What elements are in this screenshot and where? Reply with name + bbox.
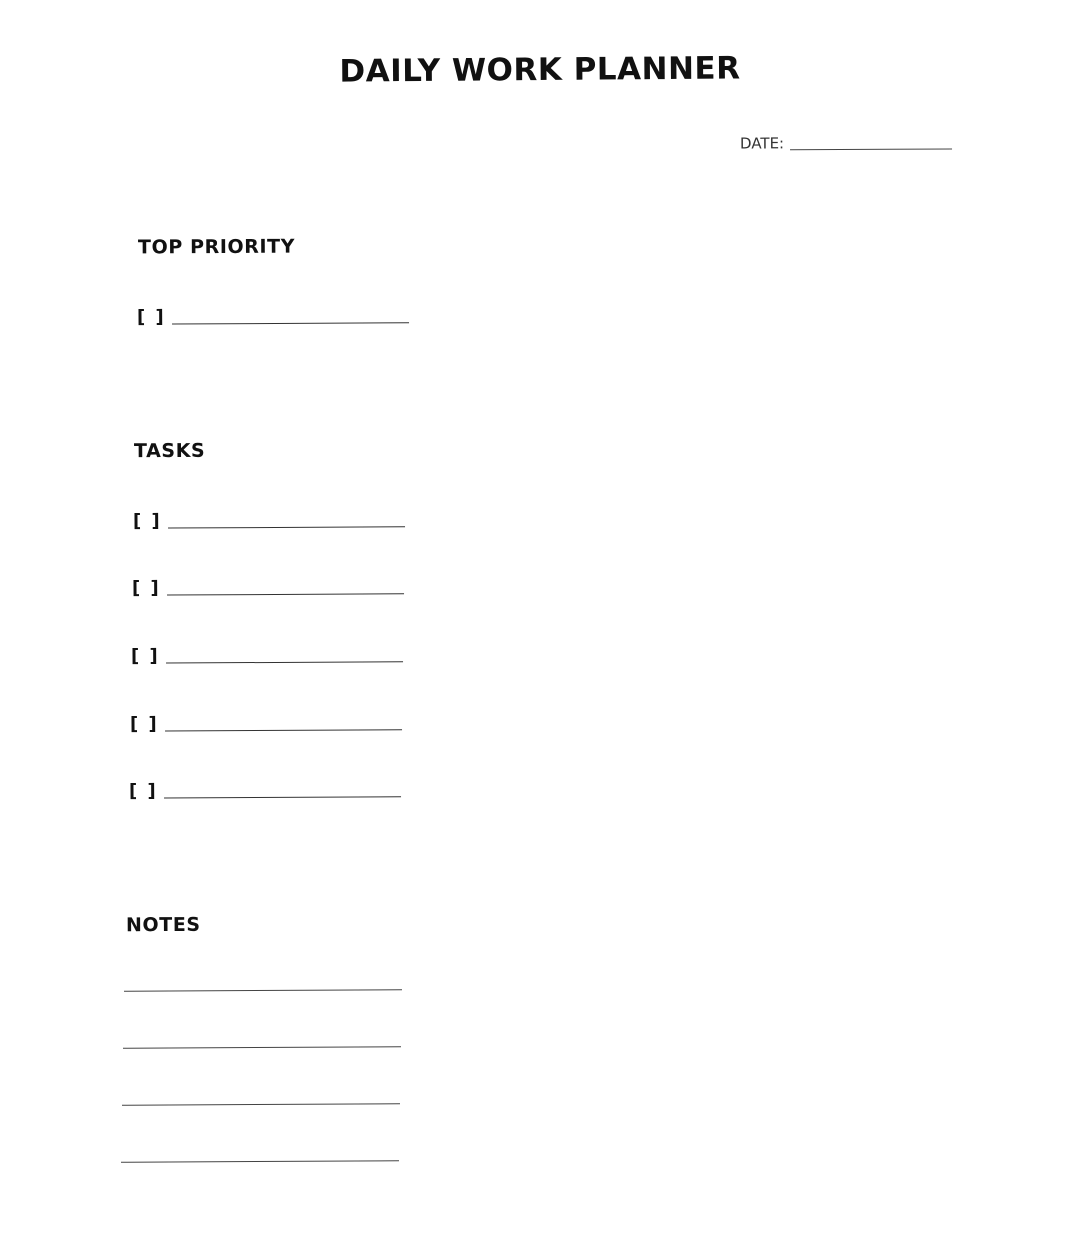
task-item[interactable]	[130, 712, 402, 734]
date-label: DATE:	[739, 134, 785, 153]
page-title: DAILY WORK PLANNER	[339, 50, 741, 90]
task-blank-line[interactable]	[168, 526, 405, 528]
task-blank-line[interactable]	[167, 593, 404, 595]
task-item[interactable]	[132, 576, 404, 598]
checkbox[interactable]: [ ]	[129, 713, 159, 735]
note-blank-line[interactable]	[122, 1103, 400, 1105]
task-item[interactable]	[133, 509, 405, 531]
checkbox[interactable]: [ ]	[132, 510, 162, 532]
date-field	[740, 133, 952, 152]
task-item[interactable]	[129, 779, 401, 801]
top-priority-item[interactable]	[137, 305, 409, 327]
tasks-heading: TASKS	[133, 439, 206, 463]
top-priority-heading: TOP PRIORITY	[137, 235, 296, 259]
note-blank-line[interactable]	[121, 1160, 399, 1162]
task-item[interactable]	[131, 644, 403, 666]
notes-heading: NOTES	[125, 913, 201, 937]
checkbox[interactable]: [ ]	[130, 645, 160, 667]
task-blank-line[interactable]	[165, 729, 402, 731]
checkbox[interactable]: [ ]	[131, 577, 161, 599]
checkbox[interactable]: [ ]	[136, 306, 166, 328]
note-blank-line[interactable]	[124, 989, 402, 991]
task-blank-line[interactable]	[166, 661, 403, 663]
date-blank-line[interactable]	[790, 148, 952, 150]
note-blank-line[interactable]	[123, 1046, 401, 1048]
checkbox[interactable]: [ ]	[128, 780, 158, 802]
task-blank-line[interactable]	[172, 322, 409, 324]
task-blank-line[interactable]	[164, 796, 401, 798]
